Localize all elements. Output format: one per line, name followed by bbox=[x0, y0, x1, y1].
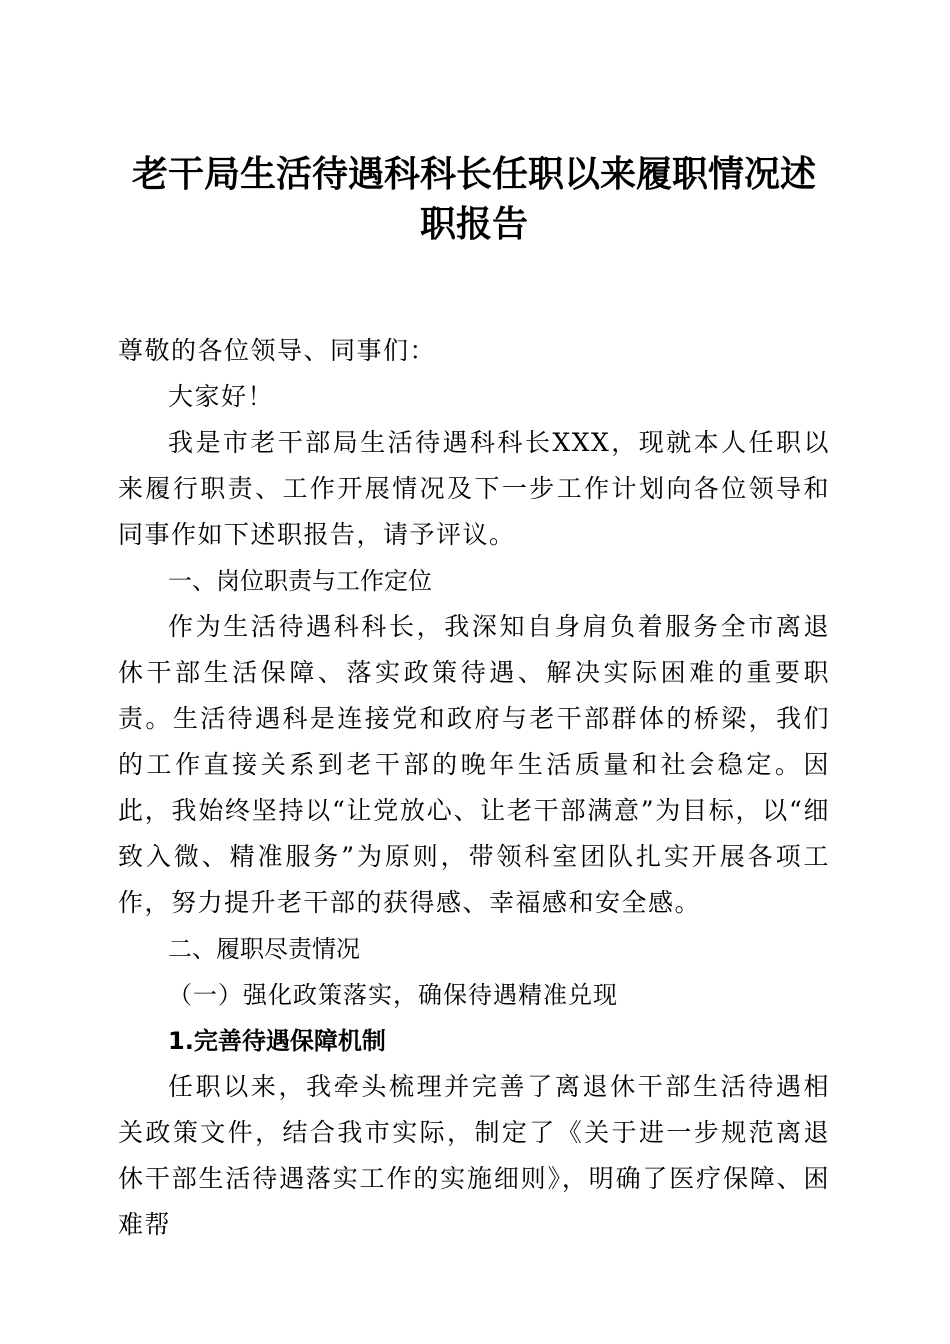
greeting: 大家好！ bbox=[168, 382, 275, 411]
section-2-subheading: （一）强化政策落实，确保待遇精准兑现 bbox=[168, 981, 618, 1009]
section-2-heading: 二、履职尽责情况 bbox=[168, 935, 360, 963]
intro-paragraph: 我是市老干部局生活待遇科科长XXX，现就本人任职以来履行职责、工作开展情况及下一步工作计划向各位领导和同事作如下述职报告，请予评议。 bbox=[118, 428, 830, 549]
section-1-heading: 一、岗位职责与工作定位 bbox=[168, 567, 432, 595]
section-2-item-heading: 1.完善待遇保障机制 bbox=[168, 1027, 386, 1055]
salutation: 尊敬的各位领导、同事们： bbox=[118, 336, 437, 365]
document-page bbox=[118, 150, 830, 1248]
section-2-item-body: 任职以来，我牵头梳理并完善了离退休干部生活待遇相关政策文件，结合我市实际，制定了《关于进一步规范离退休干部生活待遇落实工作的实施细则》，明确了医疗保障、困难帮 bbox=[118, 1072, 830, 1239]
section-1-body: 作为生活待遇科科长，我深知自身肩负着服务全市离退休干部生活保障、落实政策待遇、解决实际困难的重要职责。生活待遇科是连接党和政府与老干部群体的桥梁，我们的工作直接关系到老干部的晚年生活质量和社会稳定。因此，我始终坚持以“让党放心、让老干部满意”为目标，以“细致入微、精准服务”为原则，带领科室团队扎实开展各项工作，努力提升老干部的获得感、幸福感和安全感。 bbox=[118, 612, 830, 917]
document-title: 老干局生活待遇科科长任职以来履职情况述职报告 bbox=[131, 154, 816, 245]
